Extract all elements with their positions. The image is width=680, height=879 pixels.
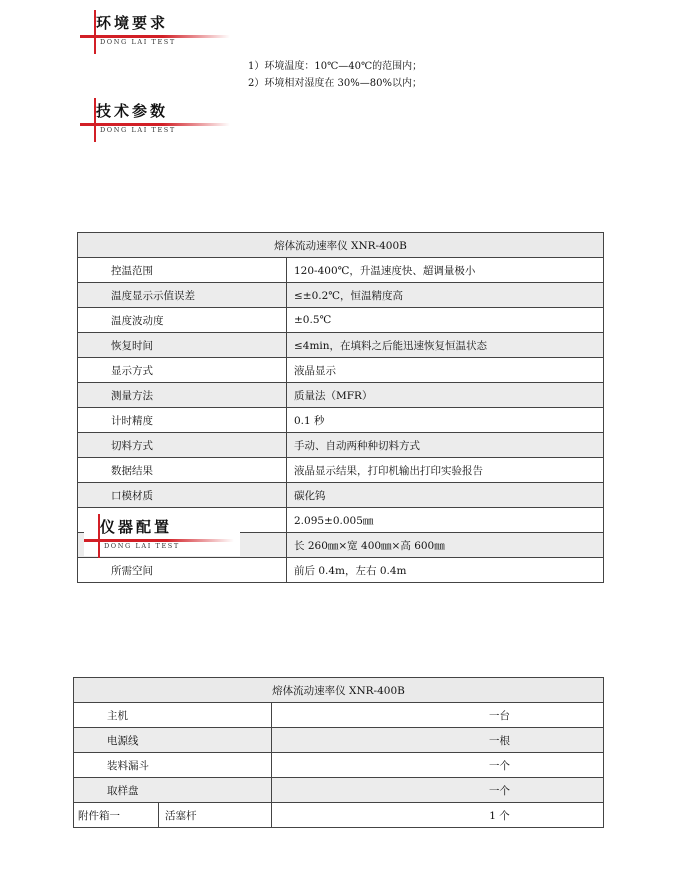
table-header-row — [78, 233, 604, 258]
spec-value: 液晶显示 — [287, 358, 604, 383]
config-qty: 一个 — [272, 778, 604, 803]
table-header-row — [74, 678, 604, 703]
table-header: 熔体流动速率仪 XNR-400B — [78, 233, 604, 258]
table-row — [78, 483, 604, 508]
section-subtitle: DONG LAI TEST — [100, 38, 176, 46]
section-subtitle: DONG LAI TEST — [100, 126, 176, 134]
spec-value: 质量法（MFR） — [287, 383, 604, 408]
table-row — [78, 308, 604, 333]
env-line-humidity: 2）环境相对湿度在 30%—80%以内； — [248, 78, 422, 89]
spec-label: 数据结果 — [78, 458, 287, 483]
config-qty: 一个 — [272, 753, 604, 778]
config-item: 活塞杆 — [159, 803, 272, 828]
spec-label: 温度显示示值误差 — [78, 283, 287, 308]
table-row — [74, 803, 604, 828]
config-item: 装料漏斗 — [74, 753, 272, 778]
spec-label: 测量方法 — [78, 383, 287, 408]
section-title: 环境要求 — [96, 14, 169, 32]
config-qty: 一根 — [272, 728, 604, 753]
env-line-temperature: 1）环境温度：10℃—40℃的范围内； — [248, 61, 423, 72]
section-title: 技术参数 — [96, 102, 169, 120]
spec-label: 显示方式 — [78, 358, 287, 383]
section-header-environment — [80, 10, 230, 54]
spec-label: 控温范围 — [78, 258, 287, 283]
spec-value: ≤4min，在填料之后能迅速恢复恒温状态 — [287, 333, 604, 358]
table-row — [74, 703, 604, 728]
spec-value: 手动、自动两种种切料方式 — [287, 433, 604, 458]
table-row — [74, 778, 604, 803]
spec-label: 口模材质 — [78, 483, 287, 508]
table-row — [78, 258, 604, 283]
spec-value: 2.095±0.005㎜ — [287, 508, 604, 533]
config-qty: 1 个 — [272, 803, 604, 828]
table-row — [74, 753, 604, 778]
spec-value: 0.1 秒 — [287, 408, 604, 433]
spec-label: 所需空间 — [78, 558, 287, 583]
table-row — [74, 728, 604, 753]
environment-requirements — [248, 58, 422, 92]
table-row — [78, 358, 604, 383]
config-item: 电源线 — [74, 728, 272, 753]
table-row — [78, 283, 604, 308]
spec-value: ≤±0.2℃，恒温精度高 — [287, 283, 604, 308]
spec-value: ±0.5℃ — [287, 308, 604, 333]
config-group: 附件箱一 — [74, 803, 159, 828]
spec-value: 120-400℃，升温速度快、超调量极小 — [287, 258, 604, 283]
spec-value: 长 260㎜×宽 400㎜×高 600㎜ — [287, 533, 604, 558]
section-subtitle: DONG LAI TEST — [104, 542, 180, 550]
config-table — [73, 677, 604, 828]
table-row — [78, 458, 604, 483]
section-header-tech — [80, 98, 230, 142]
table-row — [78, 558, 604, 583]
section-header-config — [84, 514, 240, 556]
table-row — [78, 333, 604, 358]
config-item: 取样盘 — [74, 778, 272, 803]
spec-value: 碳化钨 — [287, 483, 604, 508]
config-item: 主机 — [74, 703, 272, 728]
spec-label: 切料方式 — [78, 433, 287, 458]
spec-label: 恢复时间 — [78, 333, 287, 358]
section-title: 仪器配置 — [100, 518, 173, 536]
table-row — [78, 433, 604, 458]
spec-label: 温度波动度 — [78, 308, 287, 333]
config-qty: 一台 — [272, 703, 604, 728]
spec-value: 前后 0.4m，左右 0.4m — [287, 558, 604, 583]
spec-value: 液晶显示结果，打印机输出打印实验报告 — [287, 458, 604, 483]
table-row — [78, 383, 604, 408]
spec-label: 计时精度 — [78, 408, 287, 433]
table-row — [78, 408, 604, 433]
table-header: 熔体流动速率仪 XNR-400B — [74, 678, 604, 703]
